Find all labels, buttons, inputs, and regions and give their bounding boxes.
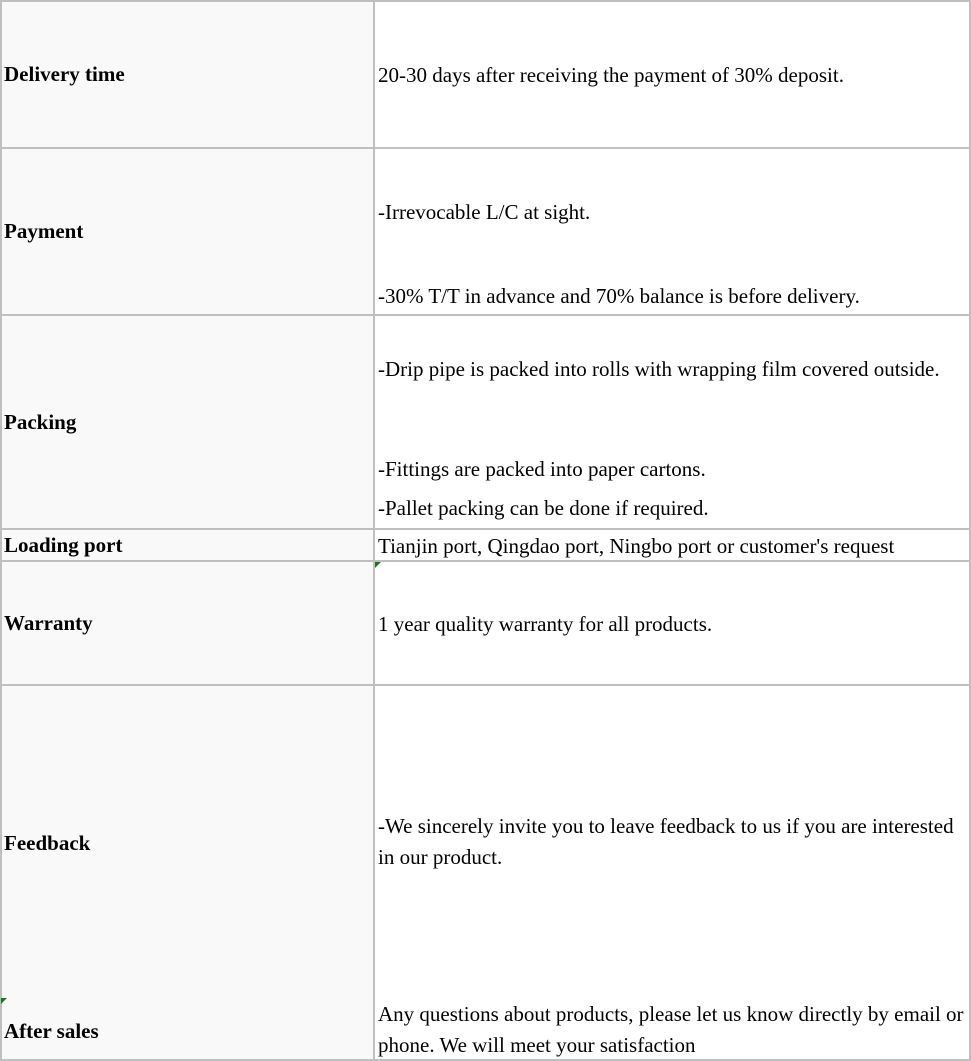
row-label-payment	[0, 148, 374, 315]
label-text: Delivery time	[4, 61, 125, 86]
value-text: Tianjin port, Qingdao port, Ningbo port or customer's request	[378, 534, 895, 558]
cell-comment-indicator-icon	[1, 998, 7, 1004]
value-text: 1 year quality warranty for all products.	[378, 612, 713, 636]
label-text: After sales	[4, 1019, 99, 1043]
row-label-packing	[0, 315, 374, 529]
row-label-loading-port	[0, 529, 374, 561]
row-value-warranty	[374, 561, 971, 685]
row-value-packing	[374, 315, 971, 529]
value-line: -Fittings are packed into paper cartons.	[378, 457, 706, 481]
value-line: -30% T/T in advance and 70% balance is before delivery.	[378, 284, 860, 308]
row-value-feedback	[374, 685, 971, 1001]
grid-line	[0, 147, 971, 149]
value-line: -Drip pipe is packed into rolls with wrapping film covered outside.	[378, 357, 940, 381]
row-value-delivery-time	[374, 0, 971, 148]
label-text: Payment	[4, 219, 84, 243]
label-text: Loading port	[4, 532, 123, 557]
row-label-after-sales	[0, 1001, 374, 1061]
grid-line	[373, 0, 375, 1061]
grid-line	[0, 560, 971, 562]
grid-line	[0, 0, 2, 1061]
row-label-warranty	[0, 561, 374, 685]
value-text: Any questions about products, please let us know directly by email or phone. We will meet your satisfaction	[378, 1002, 964, 1057]
cell-comment-indicator-icon	[375, 562, 381, 568]
row-value-payment	[374, 148, 971, 315]
value-text: -We sincerely invite you to leave feedback to us if you are interested in our product.	[378, 814, 954, 869]
grid-line	[0, 528, 971, 530]
row-value-after-sales	[374, 1001, 971, 1061]
grid-line	[0, 684, 971, 686]
value-line: -Irrevocable L/C at sight.	[378, 200, 591, 224]
row-label-delivery-time	[0, 0, 374, 148]
grid-line	[0, 314, 971, 316]
row-value-loading-port	[374, 529, 971, 561]
value-line: -Pallet packing can be done if required.	[378, 496, 709, 520]
label-text: Warranty	[4, 610, 93, 635]
label-text: Feedback	[4, 830, 91, 855]
grid-line	[0, 0, 971, 2]
label-text: Packing	[4, 409, 77, 434]
row-label-feedback	[0, 685, 374, 1001]
value-text: 20-30 days after receiving the payment of 30% deposit.	[378, 63, 844, 87]
